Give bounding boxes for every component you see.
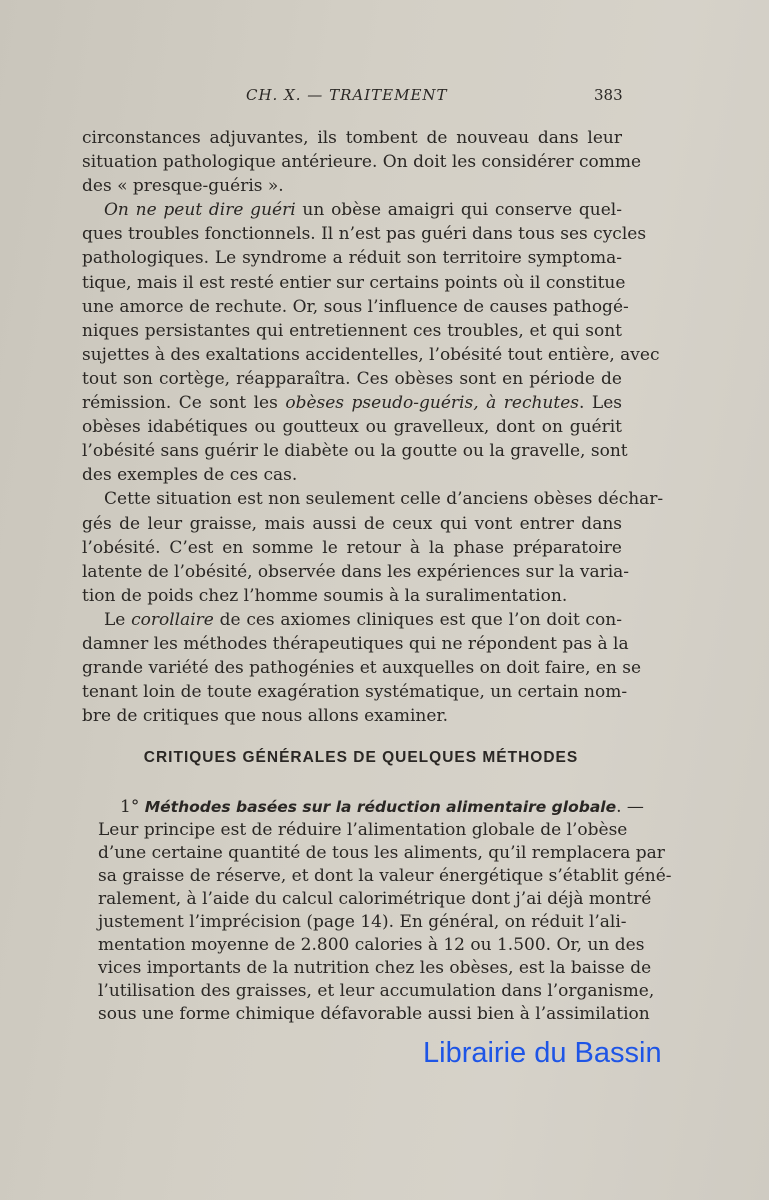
text-line: [82, 680, 628, 704]
text-line: [82, 560, 630, 584]
emphasis-text: corollaire: [131, 609, 214, 630]
text-segment: gés de leur graisse, mais aussi de ceux qui vont entrer dans: [82, 513, 622, 534]
text-segment: 1°: [120, 797, 145, 817]
section-heading: CRITIQUES GÉNÉRALES DE QUELQUES MÉTHODES: [143, 749, 579, 766]
paragraph: [82, 198, 660, 487]
paragraph: [98, 796, 672, 1026]
text-line: [98, 980, 655, 1003]
text-line: [82, 198, 622, 222]
text-line: [82, 295, 629, 319]
text-line: [82, 656, 642, 680]
text-segment: vices importants de la nutrition chez les obèses, est la baisse de: [98, 958, 652, 978]
text-line: [82, 584, 622, 608]
text-segment: mentation moyenne de 2.800 calories à 12 ou 1.500. Or, un des: [98, 935, 645, 955]
text-line: [98, 1003, 650, 1026]
text-segment: . Les: [578, 393, 622, 414]
text-segment: l’obésité. C’est en somme le retour à la phase préparatoire: [82, 537, 622, 558]
text-line: [82, 246, 622, 270]
text-line: [98, 796, 644, 819]
method-title: Méthodes basées sur la réduction alimentaire globale: [144, 798, 617, 816]
paragraph: [82, 126, 642, 198]
text-line: [82, 150, 642, 174]
text-segment: sous une forme chimique défavorable aussi bien à l’assimilation: [98, 1004, 650, 1024]
text-segment: latente de l’obésité, observée dans les expériences sur la varia-: [82, 561, 630, 582]
text-segment: Leur principe est de réduire l’alimentation globale de l’obèse: [98, 820, 628, 840]
text-line: [98, 888, 652, 911]
text-segment: tout son cortège, réapparaîtra. Ces obèses sont en période de: [82, 368, 622, 389]
paragraph: [82, 487, 664, 607]
text-line: [98, 957, 652, 980]
emphasis-text: On ne peut dire guéri: [104, 200, 296, 221]
text-line: [82, 632, 629, 656]
text-line: [98, 865, 672, 888]
page-number: 383: [594, 86, 623, 104]
watermark: Librairie du Bassin: [423, 1037, 662, 1069]
text-line: [82, 174, 622, 198]
text-segment: Le: [104, 609, 132, 630]
text-line: [82, 608, 622, 632]
text-segment: un obèse amaigri qui conserve quel-: [295, 200, 622, 221]
text-segment: damner les méthodes thérapeutiques qui ne répondent pas à la: [82, 633, 629, 654]
text-line: [82, 704, 622, 728]
text-line: [82, 487, 664, 511]
text-segment: rémission. Ce sont les: [82, 393, 286, 414]
text-segment: bre de critiques que nous allons examiner.: [82, 706, 449, 727]
emphasis-text: obèses pseudo-guéris, à rechutes: [285, 393, 579, 414]
text-line: [82, 439, 628, 463]
body-text-lower: [98, 796, 672, 1026]
text-segment: l’obésité sans guérir le diabète ou la goutte ou la gravelle, sont: [82, 441, 628, 462]
text-segment: tion de poids chez l’homme soumis à la suralimentation.: [82, 585, 568, 606]
text-line: [82, 367, 622, 391]
text-line: [82, 343, 660, 367]
text-segment: . —: [616, 797, 644, 817]
text-segment: ques troubles fonctionnels. Il n’est pas guéri dans tous ses cycles: [82, 224, 647, 245]
text-segment: l’utilisation des graisses, et leur accumulation dans l’organisme,: [98, 981, 655, 1001]
text-line: [82, 463, 622, 487]
text-segment: ralement, à l’aide du calcul calorimétrique dont j’ai déjà montré: [98, 889, 652, 909]
text-segment: obèses idabétiques ou goutteux ou gravelleux, dont on guérit: [82, 417, 622, 438]
text-segment: circonstances adjuvantes, ils tombent de nouveau dans leur: [82, 128, 622, 148]
text-segment: justement l’imprécision (page 14). En général, on réduit l’ali-: [98, 912, 627, 932]
text-line: [98, 934, 645, 957]
text-line: [82, 271, 626, 295]
text-line: [82, 415, 622, 439]
text-segment: tique, mais il est resté entier sur certains points où il constitue: [82, 272, 626, 293]
body-text-upper: [82, 126, 664, 728]
text-segment: grande variété des pathogénies et auxquelles on doit faire, en se: [82, 658, 642, 679]
text-segment: sujettes à des exaltations accidentelles, l’obésité tout entière, avec: [82, 344, 660, 365]
text-line: [82, 222, 647, 246]
text-line: [98, 842, 665, 865]
text-line: [82, 512, 622, 536]
text-segment: situation pathologique antérieure. On doit les considérer comme: [82, 152, 642, 173]
text-line: [82, 126, 622, 150]
text-segment: pathologiques. Le syndrome a réduit son territoire symptoma-: [82, 248, 622, 269]
text-segment: des « presque-guéris ».: [82, 176, 284, 197]
text-line: [82, 391, 622, 415]
text-line: [98, 819, 628, 842]
text-line: [98, 911, 627, 934]
text-segment: des exemples de ces cas.: [82, 465, 298, 486]
text-segment: Cette situation est non seulement celle d’anciens obèses déchar-: [104, 489, 664, 510]
text-segment: d’une certaine quantité de tous les aliments, qu’il remplacera par: [98, 843, 665, 863]
text-segment: niques persistantes qui entretiennent ces troubles, et qui sont: [82, 320, 622, 341]
running-title: CH. X. — TRAITEMENT: [246, 86, 448, 104]
text-line: [82, 536, 622, 560]
paragraph: [82, 608, 642, 728]
text-segment: de ces axiomes cliniques est que l’on doit con-: [213, 609, 622, 630]
text-segment: sa graisse de réserve, et dont la valeur énergétique s’établit géné-: [98, 866, 672, 886]
text-segment: une amorce de rechute. Or, sous l’influence de causes pathogé-: [82, 296, 629, 317]
text-line: [82, 319, 622, 343]
text-segment: tenant loin de toute exagération systématique, un certain nom-: [82, 682, 628, 703]
